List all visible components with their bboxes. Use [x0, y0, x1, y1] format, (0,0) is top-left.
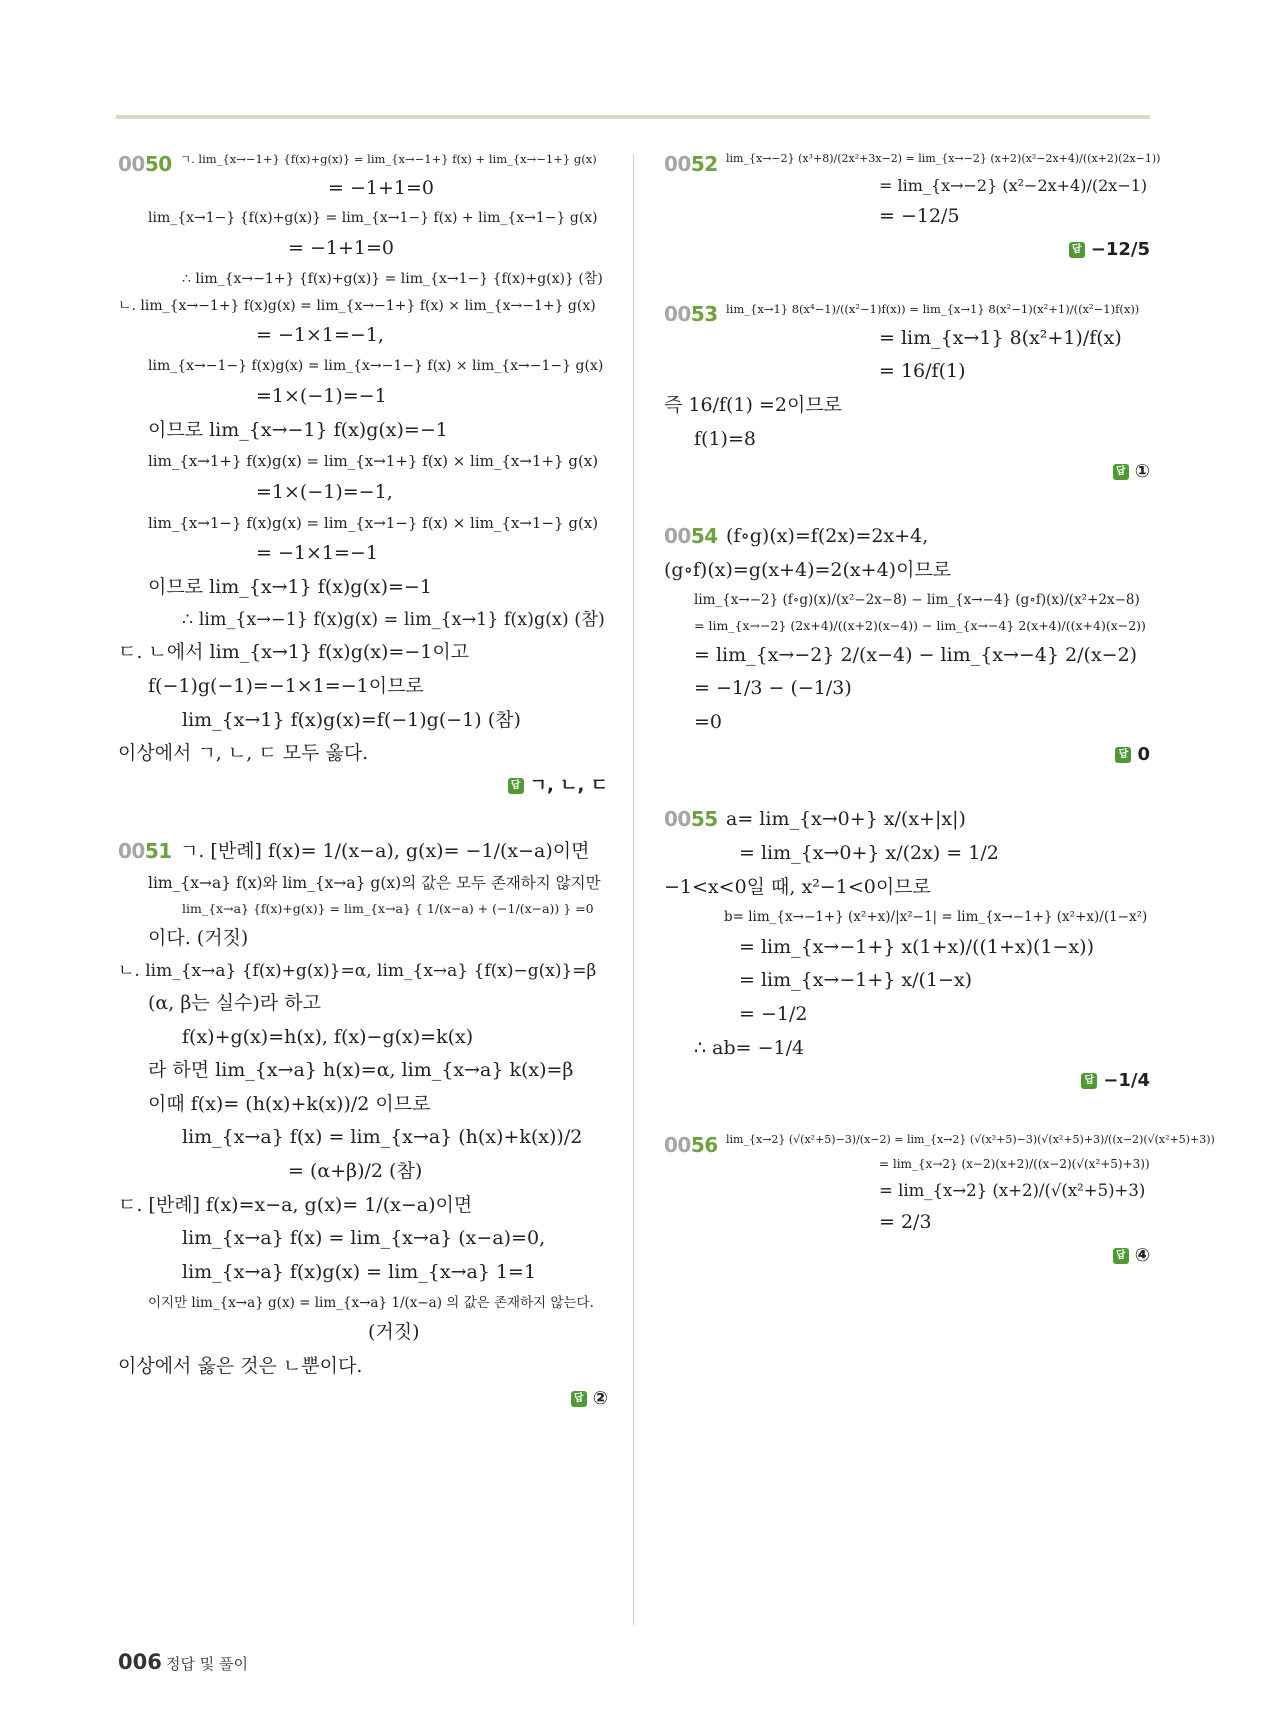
- problem-number-suffix: 50: [144, 152, 172, 176]
- final-answer: [1115, 744, 1150, 765]
- solution-line: = lim_{x→−2} (x²−2x+4)/(2x−1): [879, 175, 1148, 195]
- final-answer: [508, 771, 608, 797]
- solution-line: ∴ lim_{x→−1} f(x)g(x) = lim_{x→1} f(x)g(x) (참): [182, 609, 605, 630]
- problem-number-prefix: 00: [118, 838, 145, 863]
- solution-line: ∴ lim_{x→−1+} {f(x)+g(x)} = lim_{x→1−} {f(x)+g(x)} (참): [182, 270, 603, 287]
- solution-line: = lim_{x→2} (x−2)(x+2)/((x−2)(√(x²+5)+3)): [879, 1157, 1150, 1171]
- solution-line: f(x)+g(x)=h(x), f(x)−g(x)=k(x): [182, 1025, 474, 1048]
- solution-line: (거짓): [368, 1320, 420, 1343]
- problem-number-suffix: 51: [144, 838, 172, 863]
- solution-line: =1×(−1)=−1: [256, 385, 387, 407]
- solution-line: 이므로 lim_{x→−1} f(x)g(x)=−1: [148, 418, 448, 441]
- solution-line: b= lim_{x→−1+} (x²+x)/|x²−1| = lim_{x→−1+} (x²+x)/(1−x²): [724, 909, 1148, 926]
- page-number: 006: [118, 1650, 162, 1674]
- problem-0053: [664, 298, 1150, 486]
- solution-line: ∴ ab= −1/4: [694, 1036, 805, 1059]
- answer-value: ④: [1134, 1245, 1150, 1267]
- solution-line: = −1×1=−1: [256, 542, 378, 565]
- answer-row: [664, 234, 1150, 264]
- solution-line: lim_{x→a} f(x) = lim_{x→a} (x−a)=0,: [182, 1227, 546, 1250]
- answer-value: ㄱ, ㄴ, ㄷ: [529, 774, 608, 796]
- problem-number: [664, 1133, 718, 1157]
- problem-number-prefix: 00: [664, 302, 691, 327]
- solution-line: = 16/f(1): [879, 360, 966, 383]
- solution-line: = lim_{x→2} (x+2)/(√(x²+5)+3): [879, 1181, 1146, 1201]
- answer-row: [664, 456, 1150, 486]
- left-column: [118, 148, 608, 1447]
- answer-value: −12/5: [1090, 239, 1150, 261]
- solution-line: (g∘f)(x)=g(x+4)=2(x+4)이므로: [664, 558, 952, 581]
- solution-line: lim_{x→1+} f(x)g(x) = lim_{x→1+} f(x) × lim_{x→1+} g(x): [148, 452, 599, 471]
- solution-line: 이상에서 옳은 것은 ㄴ뿐이다.: [118, 1354, 363, 1377]
- solution-line: 이상에서 ㄱ, ㄴ, ㄷ 모두 옳다.: [118, 742, 369, 765]
- solution-line: = lim_{x→−2} (2x+4)/((x+2)(x−4)) − lim_{x→−4} 2(x+4)/((x+4)(x−2)): [694, 617, 1146, 633]
- solution-line: = −1/2: [739, 1002, 808, 1025]
- solution-line: lim_{x→1−} {f(x)+g(x)} = lim_{x→1−} f(x) + lim_{x→1−} g(x): [148, 210, 598, 227]
- solution-line: = −1/3 − (−1/3): [694, 677, 852, 700]
- solution-line: lim_{x→a} f(x)g(x) = lim_{x→a} 1=1: [182, 1261, 537, 1284]
- solution-line: = lim_{x→−1+} x(1+x)/((1+x)(1−x)): [739, 935, 1094, 958]
- answer-badge-icon: 답: [1113, 464, 1129, 480]
- solution-line: = −1+1=0: [288, 237, 394, 260]
- problem-number: [664, 524, 718, 548]
- answer-value: 0: [1137, 744, 1150, 766]
- problem-0050: [118, 148, 608, 801]
- answer-badge-icon: 답: [1081, 1073, 1097, 1089]
- problem-0056: [664, 1129, 1215, 1270]
- answer-value: −1/4: [1103, 1070, 1150, 1092]
- answer-badge-icon: 답: [571, 1391, 587, 1407]
- solution-line: (α, β는 실수)라 하고: [148, 991, 321, 1014]
- solution-line: = −1×1=−1,: [256, 324, 384, 347]
- top-divider-rule: [116, 115, 1150, 119]
- problem-number-suffix: 52: [690, 152, 718, 176]
- answer-row: [664, 1065, 1150, 1095]
- solution-line: 라 하면 lim_{x→a} h(x)=α, lim_{x→a} k(x)=β: [148, 1059, 574, 1082]
- solution-line: ㄷ. ㄴ에서 lim_{x→1} f(x)g(x)=−1이고: [118, 641, 470, 664]
- solution-line: ㄷ. [반례] f(x)=x−a, g(x)= 1/(x−a)이면: [118, 1193, 473, 1216]
- solution-line: lim_{x→2} (√(x²+5)−3)/(x−2) = lim_{x→2} (√(x²+5)−3)(√(x²+5)+3)/((x−2)(√(x²+5)+3)): [726, 1133, 1215, 1147]
- solution-line: 이지만 lim_{x→a} g(x) = lim_{x→a} 1/(x−a) 의 값은 존재하지 않는다.: [148, 1294, 594, 1311]
- final-answer: [1113, 1245, 1150, 1266]
- problem-0054: [664, 520, 1150, 769]
- solution-line: = lim_{x→1} 8(x²+1)/f(x): [879, 326, 1122, 349]
- solution-line: =1×(−1)=−1,: [256, 480, 393, 503]
- solution-line: ㄴ. lim_{x→−1+} f(x)g(x) = lim_{x→−1+} f(x) × lim_{x→−1+} g(x): [118, 297, 596, 314]
- problem-number-prefix: 00: [664, 524, 691, 549]
- solution-line: = lim_{x→−1+} x/(1−x): [739, 969, 973, 992]
- solution-line: ㄱ. lim_{x→−1+} {f(x)+g(x)} = lim_{x→−1+} f(x) + lim_{x→−1+} g(x): [180, 152, 597, 166]
- solution-line: lim_{x→a} f(x)와 lim_{x→a} g(x)의 값은 모두 존재하지 않지만: [148, 873, 601, 892]
- problem-number: [664, 302, 718, 326]
- solution-line: = 2/3: [879, 1211, 932, 1234]
- final-answer: [1113, 461, 1150, 482]
- answer-badge-icon: 답: [508, 778, 524, 794]
- solution-line: = lim_{x→0+} x/(2x) = 1/2: [739, 842, 999, 865]
- answer-value: ②: [592, 1388, 608, 1410]
- problem-number-suffix: 55: [690, 807, 718, 832]
- solution-line: f(−1)g(−1)=−1×1=−1이므로: [148, 674, 424, 697]
- solution-line: lim_{x→−1−} f(x)g(x) = lim_{x→−1−} f(x) × lim_{x→−1−} g(x): [148, 358, 604, 375]
- problem-0052: [664, 148, 1161, 264]
- solution-line: = (α+β)/2 (참): [288, 1160, 423, 1183]
- solution-line: −1<x<0일 때, x²−1<0이므로: [664, 875, 931, 898]
- solution-line: = −1+1=0: [328, 176, 434, 199]
- problem-number: [664, 152, 718, 176]
- solution-line: lim_{x→a} {f(x)+g(x)} = lim_{x→a} { 1/(x−a) + (−1/(x−a)) } =0: [182, 901, 594, 917]
- problem-0051: [118, 835, 608, 1413]
- problem-number: [118, 839, 172, 863]
- problem-number-suffix: 56: [690, 1133, 718, 1158]
- final-answer: [1081, 1070, 1150, 1091]
- solution-line: lim_{x→1} 8(x⁴−1)/((x²−1)f(x)) = lim_{x→1} 8(x²−1)(x²+1)/((x²−1)f(x)): [726, 302, 1140, 317]
- footer-section-label: 정답 및 풀이: [166, 1655, 248, 1673]
- solution-line: lim_{x→1} f(x)g(x)=f(−1)g(−1) (참): [182, 708, 521, 731]
- answer-row: [118, 1383, 608, 1413]
- answer-badge-icon: 답: [1113, 1248, 1129, 1264]
- solution-line: lim_{x→1−} f(x)g(x) = lim_{x→1−} f(x) × lim_{x→1−} g(x): [148, 514, 599, 533]
- solution-line: 즉 16/f(1) =2이므로: [664, 393, 843, 416]
- final-answer: [1069, 239, 1150, 260]
- solution-line: lim_{x→a} f(x) = lim_{x→a} (h(x)+k(x))/2: [182, 1126, 583, 1149]
- solution-line: 이때 f(x)= (h(x)+k(x))/2 이므로: [148, 1092, 431, 1115]
- solution-line: = −12/5: [879, 205, 960, 228]
- answer-badge-icon: 답: [1069, 242, 1085, 258]
- answer-badge-icon: 답: [1115, 747, 1131, 763]
- final-answer: [571, 1388, 608, 1409]
- answer-row: [664, 1240, 1150, 1270]
- problem-number-prefix: 00: [118, 152, 145, 176]
- solution-line: ㄴ. lim_{x→a} {f(x)+g(x)}=α, lim_{x→a} {f(x)−g(x)}=β: [118, 960, 597, 981]
- solution-line: 이다. (거짓): [148, 927, 249, 950]
- solution-line: =0: [694, 710, 723, 733]
- solution-line: f(1)=8: [694, 427, 756, 450]
- answer-row: [664, 739, 1150, 769]
- problem-0055: [664, 803, 1150, 1095]
- right-column: [664, 148, 1215, 1304]
- problem-number: [118, 152, 172, 176]
- solution-line: 이므로 lim_{x→1} f(x)g(x)=−1: [148, 576, 432, 599]
- solution-line: ㄱ. [반례] f(x)= 1/(x−a), g(x)= −1/(x−a)이면: [180, 839, 590, 862]
- answer-row: [118, 771, 608, 801]
- solution-line: = lim_{x→−2} 2/(x−4) − lim_{x→−4} 2/(x−2): [694, 643, 1138, 666]
- problem-number-prefix: 00: [664, 1133, 691, 1158]
- problem-number-prefix: 00: [664, 152, 691, 176]
- solution-line: (f∘g)(x)=f(2x)=2x+4,: [726, 525, 929, 548]
- column-divider: [633, 155, 634, 1625]
- problem-number-suffix: 53: [690, 302, 718, 327]
- problem-number-prefix: 00: [664, 807, 691, 832]
- problem-number: [664, 807, 718, 831]
- problem-number-suffix: 54: [690, 524, 718, 549]
- solution-line: lim_{x→−2} (f∘g)(x)/(x²−2x−8) − lim_{x→−4} (g∘f)(x)/(x²+2x−8): [694, 592, 1140, 609]
- solution-line: a= lim_{x→0+} x/(x+|x|): [726, 808, 966, 831]
- answer-value: ①: [1134, 461, 1150, 483]
- solution-line: lim_{x→−2} (x³+8)/(2x²+3x−2) = lim_{x→−2} (x+2)(x²−2x+4)/((x+2)(2x−1)): [726, 152, 1161, 165]
